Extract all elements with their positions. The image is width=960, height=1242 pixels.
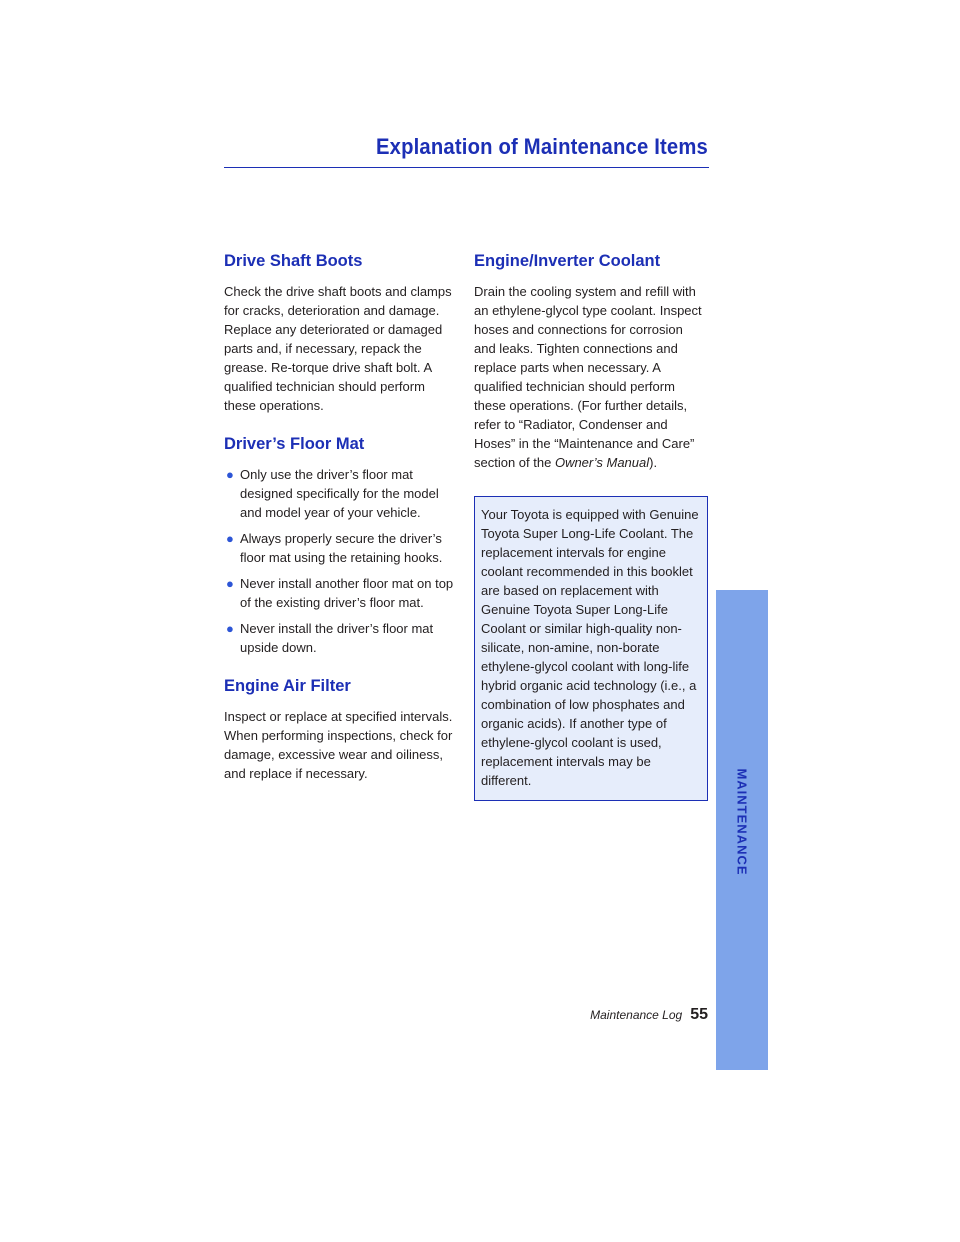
bullet-icon: ● (226, 467, 234, 482)
page-number: 55 (690, 1006, 708, 1023)
list-item: ● Only use the driver’s floor mat designed specifically for the model and model year of your vehicle. (226, 467, 439, 520)
section-drive-shaft-boots (224, 248, 460, 415)
page-title: Explanation of Maintenance Items (375, 134, 708, 159)
drive-shaft-boots-heading: Drive Shaft Boots (224, 252, 363, 270)
list-item: ● Never install another floor mat on top of the existing driver’s floor mat. (226, 576, 454, 610)
footer-label: Maintenance Log (590, 1008, 683, 1022)
bullet-icon: ● (226, 531, 234, 546)
list-item: ● Always properly secure the driver’s floor mat using the retaining hooks. (226, 531, 443, 565)
list-item: ● Never install the driver’s floor mat upside down. (226, 621, 434, 655)
floor-mat-list (224, 465, 460, 657)
coolant-note-box (474, 496, 708, 801)
floor-mat-heading: Driver’s Floor Mat (224, 435, 365, 453)
section-air-filter (224, 673, 460, 783)
bullet-icon: ● (226, 576, 234, 591)
air-filter-text: Inspect or replace at specified intervals. When performing inspections, check for damage, excessive wear and oiliness, and replace if necessary. (224, 709, 453, 781)
section-floor-mat (224, 431, 460, 657)
coolant-heading: Engine/Inverter Coolant (474, 252, 661, 270)
title-divider (224, 167, 709, 168)
page-footer (560, 1006, 708, 1024)
section-side-tab (716, 590, 768, 1070)
air-filter-heading: Engine Air Filter (224, 677, 351, 695)
coolant-note-text: Your Toyota is equipped with Genuine Toyota Super Long-Life Coolant. The replacement intervals for engine coolant recommended in this booklet are based on replacement with Genuine Toyota Super Long-Life Coolant or similar high-quality non-silicate, non-amine, non-borate ethylene-glycol coolant with long-life hybrid organic acid technology (i.e., a combination of low phosphates and organic acids). If another type of ethylene-glycol coolant is used, replacement intervals may be different. (481, 507, 699, 788)
coolant-text: Drain the cooling system and refill with an ethylene-glycol type coolant. Inspect hoses and connections for corrosion and leaks. Tighten connections and replace parts when necessary. A qualified technician should perform these operations. (For further details, refer to “Radiator, Condenser and Hoses” in the “Maintenance and Care” section of the Owner’s Manual). (474, 284, 702, 470)
left-column (224, 248, 460, 799)
right-column (474, 248, 708, 801)
section-coolant (474, 248, 708, 801)
side-tab-label: MAINTENANCE (734, 768, 750, 876)
drive-shaft-boots-text: Check the drive shaft boots and clamps for cracks, deterioration and damage. Replace any deteriorated or damaged parts and, if necessary, repack the grease. Re-torque drive shaft bolt. A qualified technician should perform these operations. (224, 284, 452, 413)
owners-manual-ref: Owner’s Manual (554, 455, 650, 470)
bullet-icon: ● (226, 621, 234, 636)
